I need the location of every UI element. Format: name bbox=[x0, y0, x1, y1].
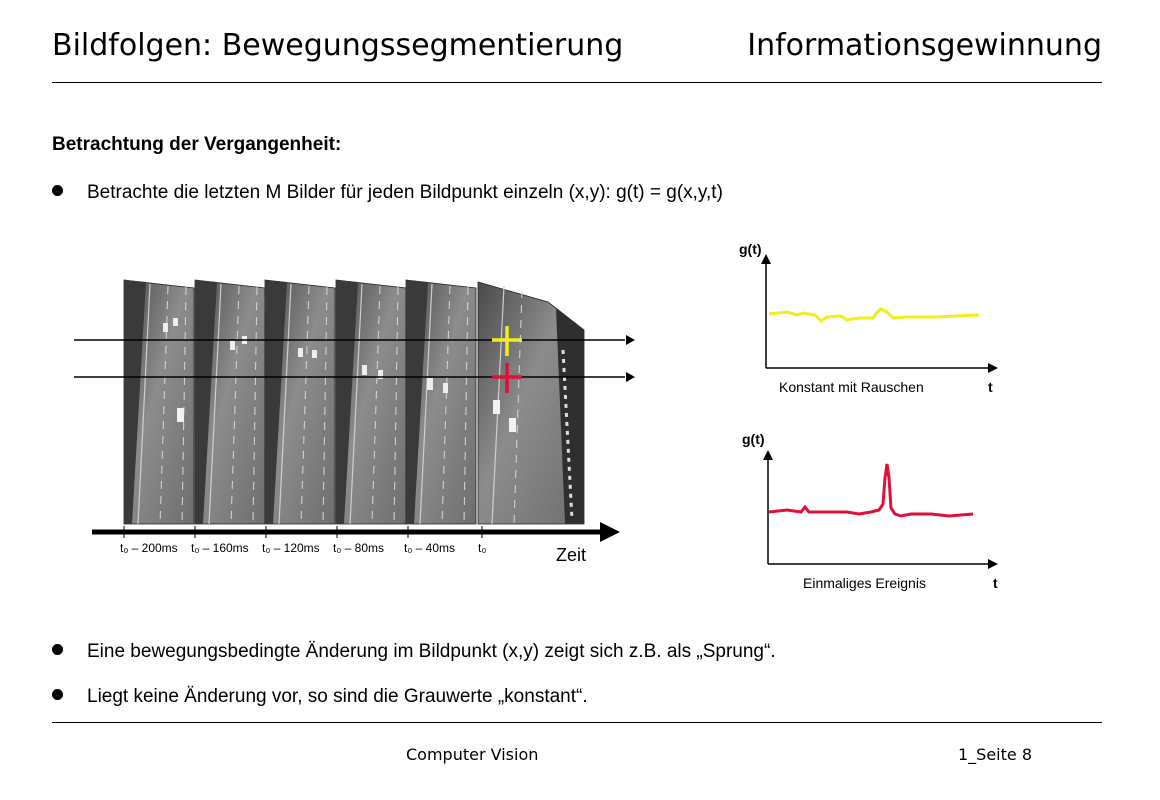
arrow-head-icon bbox=[626, 335, 635, 345]
graph-ylabel: g(t) bbox=[742, 431, 765, 447]
time-axis-label: Zeit bbox=[556, 545, 587, 565]
time-tick-label: t₀ – 200ms bbox=[120, 541, 178, 555]
bullet-dot-icon bbox=[52, 644, 63, 655]
time-tick-label: t₀ bbox=[478, 541, 487, 555]
frame-2 bbox=[195, 280, 265, 524]
time-tick-labels bbox=[120, 541, 486, 555]
arrow-head-icon bbox=[626, 372, 635, 382]
section-title-right: Informationsgewinnung bbox=[747, 28, 1102, 63]
graph-constant-noise bbox=[735, 232, 1025, 412]
bullet-text: Liegt keine Änderung vor, so sind die Grauwerte „konstant“. bbox=[87, 686, 588, 707]
image-sequence-figure bbox=[60, 270, 640, 580]
page-title: Bildfolgen: Bewegungssegmentierung bbox=[52, 28, 624, 63]
frame-3 bbox=[265, 280, 335, 524]
time-tick-label: t₀ – 160ms bbox=[191, 541, 249, 555]
header-divider bbox=[52, 82, 1102, 83]
y-axis-arrow-icon bbox=[761, 254, 771, 264]
time-tick-label: t₀ – 40ms bbox=[404, 541, 455, 555]
x-axis-arrow-icon bbox=[988, 363, 998, 373]
footer-page-number: 1_Seite 8 bbox=[958, 745, 1033, 764]
graph-single-event bbox=[735, 428, 1025, 608]
bullet-dot-icon bbox=[52, 185, 63, 196]
graph-xlabel: t bbox=[993, 575, 998, 591]
section-heading: Betrachtung der Vergangenheit: bbox=[52, 134, 342, 155]
bullet-dot-icon bbox=[52, 689, 63, 700]
graph-ylabel: g(t) bbox=[739, 241, 762, 257]
graph-xlabel: t bbox=[988, 379, 993, 395]
frame-5 bbox=[406, 280, 476, 524]
frame-4 bbox=[336, 280, 406, 524]
frame-6 bbox=[478, 282, 584, 524]
time-tick-label: t₀ – 80ms bbox=[333, 541, 384, 555]
graph-caption: Konstant mit Rauschen bbox=[779, 379, 924, 395]
signal-curve-constant bbox=[769, 309, 979, 321]
bullet-text: Eine bewegungsbedingte Änderung im Bildpunkt (x,y) zeigt sich z.B. als „Sprung“. bbox=[87, 641, 776, 662]
bullet-text: Betrachte die letzten M Bilder für jeden Bildpunkt einzeln (x,y): g(t) = g(x,y,t) bbox=[87, 182, 723, 203]
footer-course: Computer Vision bbox=[406, 745, 539, 764]
time-axis-arrow-icon bbox=[600, 522, 620, 542]
bullet-item bbox=[52, 182, 723, 204]
signal-curve-event bbox=[769, 464, 973, 516]
y-axis-arrow-icon bbox=[763, 450, 773, 460]
time-tick-label: t₀ – 120ms bbox=[262, 541, 320, 555]
bullet-item bbox=[52, 686, 588, 708]
bullet-item bbox=[52, 641, 776, 663]
footer-divider bbox=[52, 722, 1102, 723]
x-axis-arrow-icon bbox=[988, 559, 998, 569]
graph-caption: Einmaliges Ereignis bbox=[803, 575, 926, 591]
